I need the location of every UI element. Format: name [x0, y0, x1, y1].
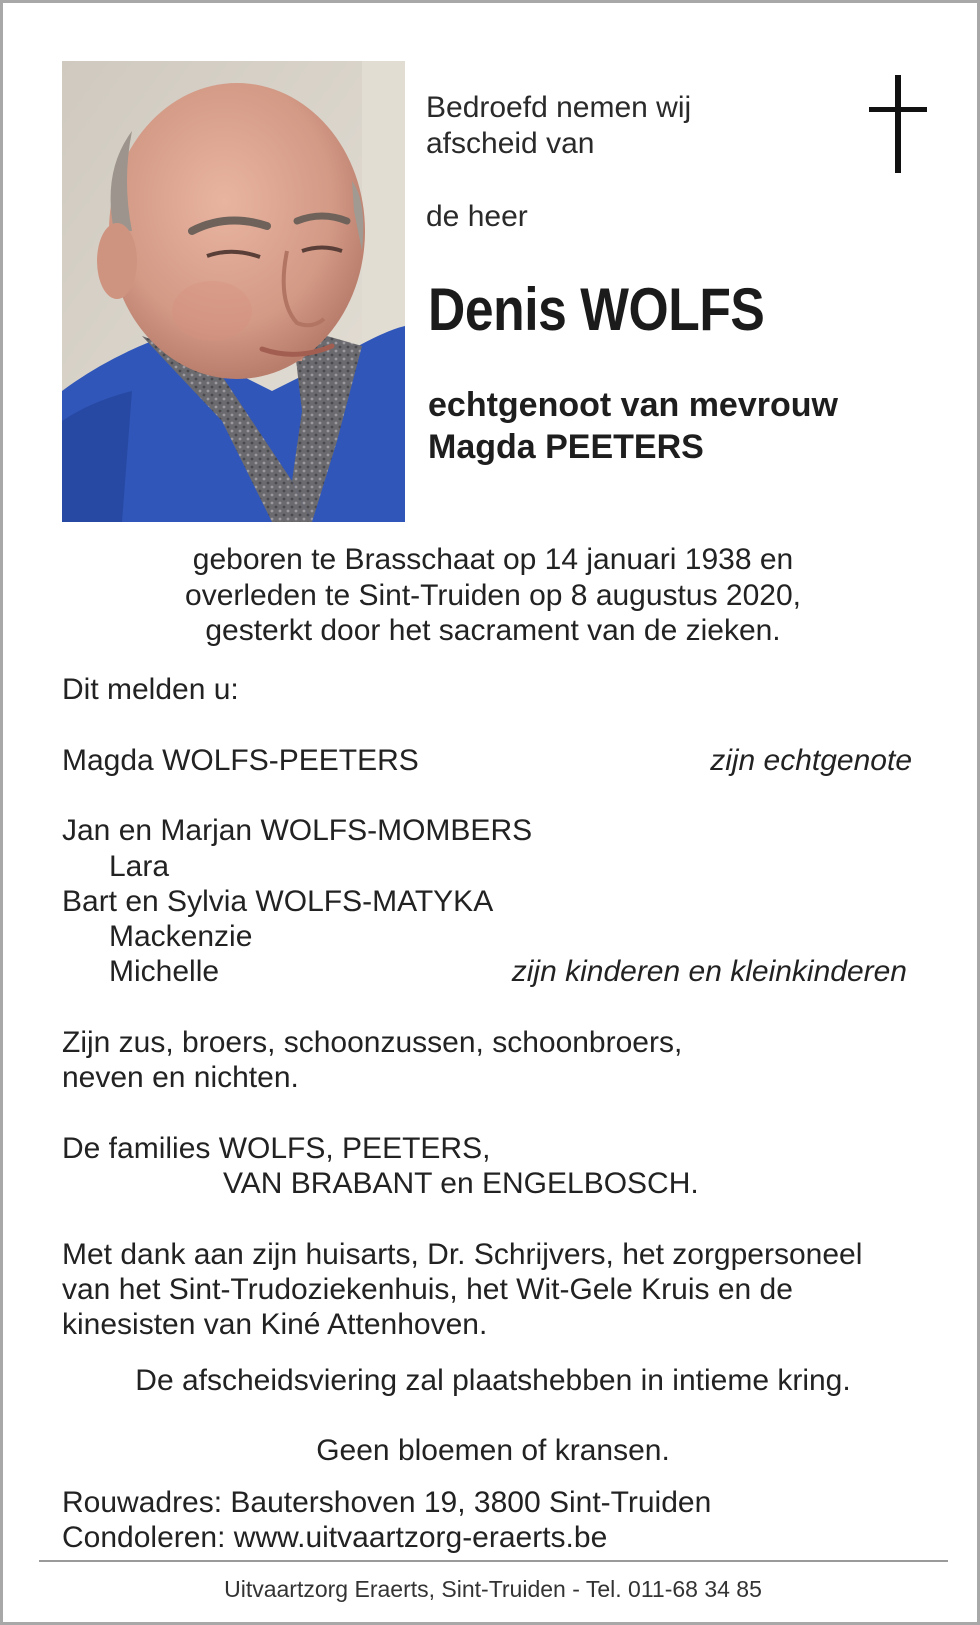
spouse-name: Magda WOLFS-PEETERS — [62, 744, 419, 777]
children-role: zijn kinderen en kleinkinderen — [511, 955, 907, 988]
families-line-1: De families WOLFS, PEETERS, — [62, 1132, 491, 1165]
spouse-role: zijn echtgenote — [710, 744, 912, 777]
cross-icon — [869, 75, 927, 173]
families-line-2: VAN BRABANT en ENGELBOSCH. — [223, 1167, 699, 1200]
address-text: Rouwadres: Bautershoven 19, 3800 Sint-Truiden — [62, 1486, 712, 1519]
spouse-line-1: echtgenoot van mevrouw — [428, 386, 838, 424]
siblings-line-2: neven en nichten. — [62, 1061, 299, 1094]
grandchild-line: Lara — [109, 850, 170, 883]
family-line: Bart en Sylvia WOLFS-MATYKA — [62, 885, 494, 918]
siblings-line-1: Zijn zus, broers, schoonzussen, schoonbroers, — [62, 1026, 683, 1059]
flowers-text: Geen bloemen of kransen. — [316, 1434, 670, 1467]
footer-text: Uitvaartzorg Eraerts, Sint-Truiden - Tel. 011-68 34 85 — [224, 1576, 762, 1602]
portrait-photo — [62, 61, 405, 522]
announce-text: Dit melden u: — [62, 673, 239, 706]
spouse-line-2: Magda PEETERS — [428, 428, 704, 466]
thanks-line-3: kinesisten van Kiné Attenhoven. — [62, 1308, 488, 1341]
thanks-line-1: Met dank aan zijn huisarts, Dr. Schrijvers, het zorgpersoneel — [62, 1238, 863, 1271]
thanks-line-2: van het Sint-Trudoziekenhuis, het Wit-Gele Kruis en de — [62, 1273, 793, 1306]
deceased-name: Denis WOLFS — [428, 276, 765, 343]
family-line: Jan en Marjan WOLFS-MOMBERS — [62, 814, 533, 847]
intro-line-2: afscheid van — [426, 127, 595, 160]
life-line-1: geboren te Brasschaat op 14 januari 1938 en — [192, 543, 794, 576]
intro-line-1: Bedroefd nemen wij — [426, 91, 692, 124]
life-line-2: overleden te Sint-Truiden op 8 augustus 2020, — [185, 579, 801, 612]
grandchild-line: Mackenzie — [109, 920, 253, 953]
footer-divider — [39, 1560, 948, 1562]
honorific: de heer — [426, 200, 528, 233]
ceremony-text: De afscheidsviering zal plaatshebben in intieme kring. — [135, 1364, 851, 1397]
condolences-text: Condoleren: www.uitvaartzorg-eraerts.be — [62, 1521, 608, 1554]
grandchild-line: Michelle — [109, 955, 220, 988]
life-line-3: gesterkt door het sacrament van de zieken. — [205, 614, 781, 647]
